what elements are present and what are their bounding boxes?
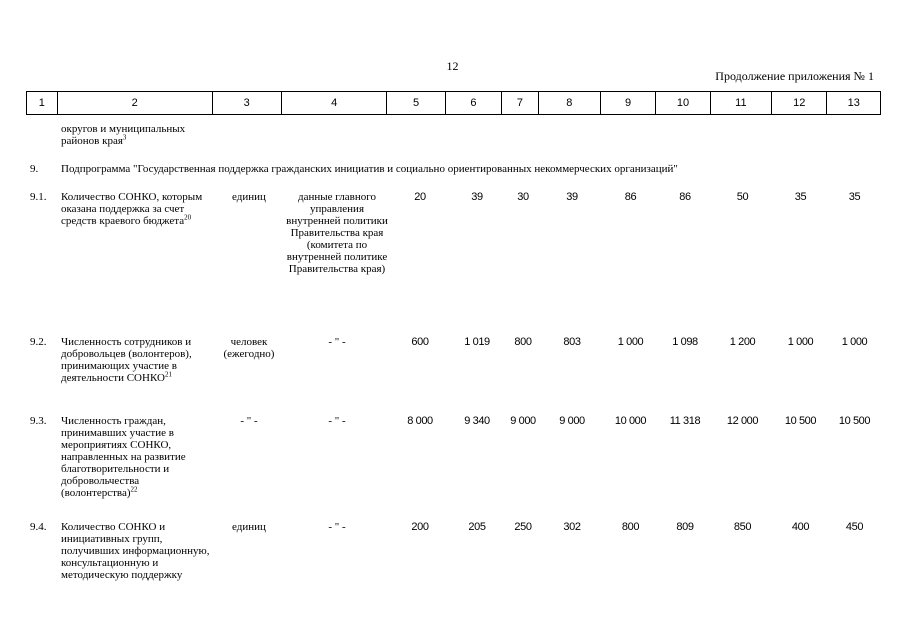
- value-cell: 50: [736, 191, 749, 203]
- column-header: 12: [772, 92, 827, 115]
- value-cell: 10 500: [784, 415, 817, 427]
- value-cell: 450: [845, 521, 864, 533]
- row-number: 9.4.: [30, 521, 47, 533]
- page-number: 12: [446, 59, 459, 73]
- column-header: 5: [387, 92, 445, 115]
- source-cell: данные главного управления внутренней политики Правительства края (комитета по внутренней политике Правительства края): [286, 191, 388, 275]
- value-cell: 9 000: [559, 415, 585, 427]
- value-cell: 35: [794, 191, 807, 203]
- value-cell: 9 340: [464, 415, 490, 427]
- carryover-text: округов и муниципальных районов края$^3$: [61, 123, 186, 147]
- column-header: 3: [212, 92, 281, 115]
- column-header: 7: [502, 92, 539, 115]
- value-cell: 250: [514, 521, 532, 533]
- column-header: 10: [656, 92, 710, 115]
- unit-cell: единиц: [232, 191, 266, 203]
- value-cell: 803: [563, 336, 581, 348]
- value-cell: 39: [566, 191, 578, 203]
- column-header: 6: [445, 92, 501, 115]
- value-cell: 9 000: [510, 415, 536, 427]
- column-header: 9: [600, 92, 655, 115]
- value-cell: 809: [676, 521, 694, 533]
- section-title: Подпрограмма "Государственная поддержка гражданских инициатив и социально ориентированных некоммерческих организаций": [61, 163, 678, 175]
- value-cell: 800: [621, 521, 640, 533]
- value-cell: 8 000: [407, 415, 433, 427]
- value-cell: 1 000: [841, 336, 868, 348]
- value-cell: 11 318: [669, 415, 701, 427]
- value-cell: 1 098: [672, 336, 698, 348]
- value-cell: 1 019: [464, 336, 490, 348]
- value-cell: 10 000: [614, 415, 647, 427]
- value-cell: 200: [411, 521, 429, 533]
- value-cell: 600: [411, 336, 429, 348]
- row-number: 9.1.: [30, 191, 47, 203]
- value-cell: 86: [624, 191, 637, 203]
- column-header: 1: [27, 92, 58, 115]
- unit-cell: единиц: [232, 521, 266, 533]
- value-cell: 400: [791, 521, 810, 533]
- indicator-name: Количество СОНКО и инициативных групп, получивших информационную, консультационную и методическую поддержку: [61, 521, 210, 581]
- column-header: 4: [281, 92, 387, 115]
- value-cell: 30: [517, 191, 529, 203]
- value-cell: 800: [514, 336, 532, 348]
- indicator-name: Численность сотрудников и добровольцев (волонтеров), принимающих участие в деятельности СОНКО$^{21}$: [61, 336, 192, 384]
- appendix-continuation-label: Продолжение приложения № 1: [715, 69, 874, 83]
- source-cell: - " -: [328, 415, 346, 427]
- value-cell: 205: [468, 521, 486, 533]
- column-header: 13: [827, 92, 881, 115]
- row-number: 9.3.: [30, 415, 47, 427]
- value-cell: 20: [414, 191, 426, 203]
- value-cell: 850: [733, 521, 752, 533]
- value-cell: 10 500: [838, 415, 871, 427]
- indicator-name: Количество СОНКО, которым оказана поддержка за счет средств краевого бюджета$^{20}$: [61, 191, 203, 227]
- value-cell: 39: [471, 191, 483, 203]
- column-header: 11: [710, 92, 771, 115]
- column-header: 8: [538, 92, 600, 115]
- value-cell: 35: [848, 191, 861, 203]
- section-number: 9.: [30, 163, 39, 175]
- row-number: 9.2.: [30, 336, 47, 348]
- source-cell: - " -: [328, 521, 346, 533]
- unit-cell: человек (ежегодно): [223, 336, 275, 360]
- value-cell: 302: [563, 521, 581, 533]
- column-number-header: [26, 91, 881, 115]
- unit-cell: - " -: [240, 415, 258, 427]
- value-cell: 1 000: [617, 336, 644, 348]
- value-cell: 86: [679, 191, 691, 203]
- column-header: 2: [57, 92, 212, 115]
- value-cell: 1 000: [787, 336, 814, 348]
- value-cell: 12 000: [726, 415, 759, 427]
- value-cell: 1 200: [729, 336, 756, 348]
- indicator-name: Численность граждан, принимавших участие в мероприятиях СОНКО, направленных на развитие благотворительности и добровольчества (волонтерства)$^{22}$: [61, 415, 186, 499]
- source-cell: - " -: [328, 336, 346, 348]
